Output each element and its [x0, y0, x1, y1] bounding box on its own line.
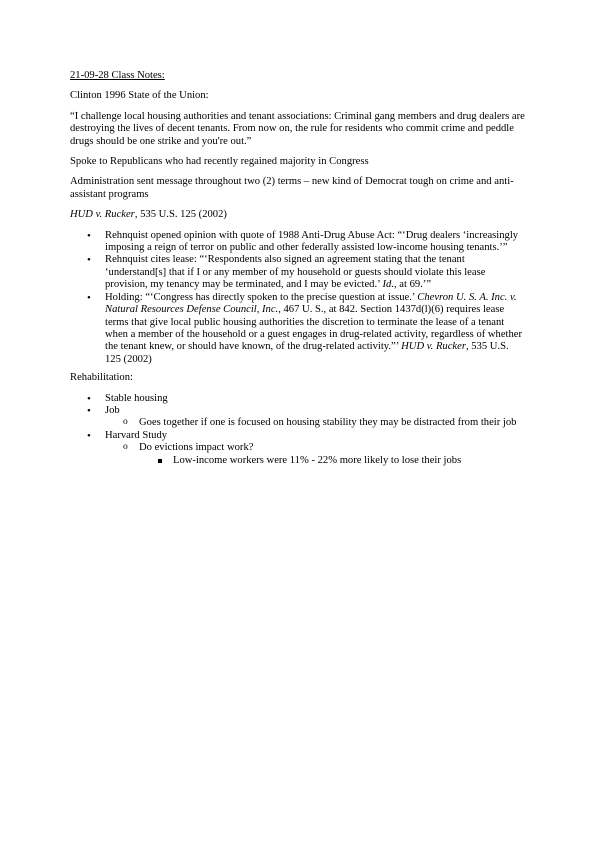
job-subitem-text: Goes together if one is focused on housing stability they may be distracted from their job — [139, 417, 517, 429]
holding-case-cite: , 535 U.S. 125 (2002) — [105, 341, 509, 365]
job-subitem — [105, 417, 525, 429]
holding-case-name: HUD v. Rucker — [401, 341, 466, 353]
harvard-answer-text: Low-income workers were 11% - 22% more likely to lose their jobs — [173, 454, 462, 466]
document-body — [70, 70, 525, 473]
case-bullet-list — [70, 230, 525, 366]
job-sublist — [105, 417, 525, 429]
bullet-lease — [70, 254, 525, 291]
harvard-answer — [139, 455, 525, 467]
harvard-sublist — [105, 442, 525, 467]
harvard-answer-list — [139, 455, 525, 467]
bullet-opinion-text: Rehnquist opened opinion with quote of 1988 Anti-Drug Abuse Act: “‘Drug dealers ‘increasingly imposing a reign of terror on public and other federally assisted low-income housing tenants.’” — [105, 229, 519, 254]
bullet-lease-text: Rehnquist cites lease: “‘Respondents also signed an agreement stating that the tenant ‘understand[s] that if I or any member of my household or guests should violate this lease provision, my tenancy may be terminated, and I may be evicted.’ — [105, 254, 486, 291]
stable-housing-text: Stable housing — [105, 392, 168, 404]
bullet-holding — [70, 292, 525, 366]
holding-body: , 467 U. S., at 842. Section 1437d(l)(6) requires lease terms that give local public housing authorities the discretion to terminate the lease of a tenant when a member of the household or a guest engages in drug-related activity, regardless of whether the tenant knew, or should have known, of the drug-related activity.”’ — [105, 304, 523, 353]
rehabilitation-label: Rehabilitation: — [70, 372, 133, 384]
harvard-question — [105, 442, 525, 467]
notes-heading: 21-09-28 Class Notes: — [70, 70, 165, 81]
chevron-citation: Chevron U. S. A. Inc. v. Natural Resources Defense Council, Inc. — [105, 291, 517, 316]
rehabilitation-list — [70, 393, 525, 467]
case-cite: , 535 U.S. 125 (2002) — [134, 209, 227, 221]
holding-text: Holding: “‘Congress has directly spoken to the precise question at issue.’ — [105, 291, 418, 303]
list-item-job — [70, 405, 525, 430]
id-citation: Id. — [382, 279, 394, 291]
bullet-opinion-quote — [70, 230, 525, 255]
bullet-lease-tail: , at 69.’” — [394, 279, 432, 291]
case-citation — [70, 209, 525, 221]
list-item-stable-housing — [70, 393, 525, 405]
list-item-harvard-study — [70, 430, 525, 467]
job-text: Job — [105, 404, 120, 416]
clinton-quote: “I challenge local housing authorities and tenant associations: Criminal gang members and drug dealers are destroying the lives of decent tenants. From now on, the rule for residents who commit crime and peddle drugs should be one strike and you're out.” — [70, 110, 525, 147]
harvard-study-text: Harvard Study — [105, 429, 168, 441]
case-name: HUD v. Rucker — [70, 209, 135, 221]
administration-note: Administration sent message throughout two (2) terms – new kind of Democrat tough on crime and anti-assistant programs — [70, 176, 514, 200]
sotu-label: Clinton 1996 State of the Union: — [70, 90, 209, 102]
harvard-question-text: Do evictions impact work? — [139, 442, 254, 454]
spoke-note: Spoke to Republicans who had recently regained majority in Congress — [70, 156, 369, 168]
